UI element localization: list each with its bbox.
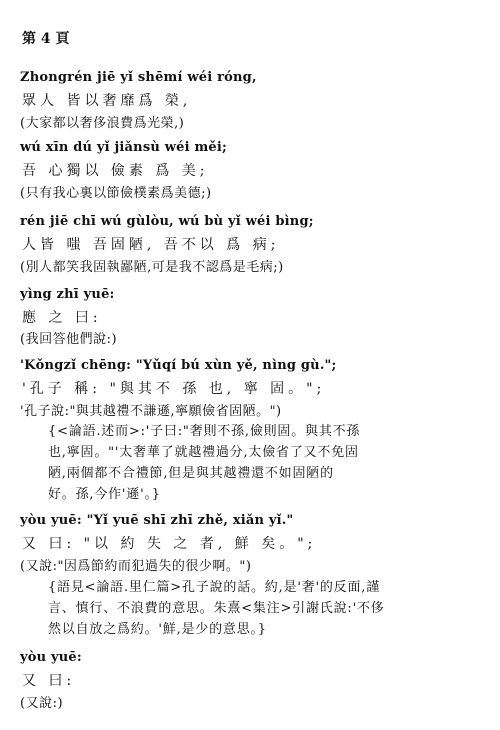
chinese-line: 又 曰: "以 約 失 之 者, 鮮 矣。"; [22, 536, 317, 552]
translation-line: (大家都以奢侈浪費爲光榮,) [20, 116, 185, 131]
chinese-line: 人皆 嗤 吾固陋, 吾不以 爲 病; [22, 237, 280, 253]
pinyin-line: rén jiē chī wú gùlòu, wú bù yǐ wéi bìng; [20, 214, 314, 229]
page-number: 第 4 頁 [22, 31, 70, 47]
annotation-line: 陋,兩個都不合禮節,但是與其越禮還不如固陋的 [48, 466, 334, 481]
chinese-line: '孔子 稱: "與其不 孫 也, 寧 固。"; [22, 381, 326, 397]
pinyin-line: Zhongrén jiē yǐ shēmí wéi róng, [20, 70, 257, 85]
annotation-line: 然以自放之爲約。'鮮,是少的意思。} [48, 622, 267, 637]
pinyin-line: yòu yuē: [20, 650, 82, 665]
annotation-line: 好。孫,今作'遜'。} [48, 487, 161, 502]
translation-line: '孔子說:"與其越禮不謙遜,寧願儉省固陋。") [20, 404, 282, 419]
pinyin-line: 'Kǒngzǐ chēng: "Yǔqí bú xùn yě, nìng gù."; [20, 358, 337, 373]
pinyin-line: yòu yuē: "Yǐ yuē shī zhī zhě, xiǎn yǐ." [20, 513, 294, 528]
translation-line: (別人都笑我固執鄙陋,可是我不認爲是毛病;) [20, 260, 284, 275]
chinese-line: 應 之 曰: [22, 310, 102, 326]
translation-line: (只有我心裏以節儉樸素爲美德;) [20, 186, 212, 201]
translation-line: (又說:) [20, 696, 64, 711]
annotation-line: {語見<論語.里仁篇>孔子說的話。約,是'奢'的反面,謹 [48, 580, 381, 595]
annotation-line: 言、慎行、不浪費的意思。朱熹<集注>引謝氏說:'不侈 [48, 601, 385, 616]
chinese-line: 吾 心獨以 儉素 爲 美; [22, 163, 209, 179]
pinyin-line: yìng zhī yuē: [20, 287, 115, 302]
chinese-line: 眾人 皆以奢靡爲 榮, [22, 93, 192, 109]
chinese-line: 又 曰: [22, 673, 76, 689]
translation-line: (又說:"因爲節約而犯過失的很少啊。") [20, 559, 252, 574]
pinyin-line: wú xīn dú yǐ jiǎnsù wéi měi; [20, 140, 228, 155]
annotation-line: {<論語.述而>:'子曰:"奢則不孫,儉則固。與其不孫 [48, 424, 361, 439]
translation-line: (我回答他們說:) [20, 332, 118, 347]
annotation-line: 也,寧固。"'太奢華了就越禮過分,太儉省了又不免固 [48, 445, 359, 460]
